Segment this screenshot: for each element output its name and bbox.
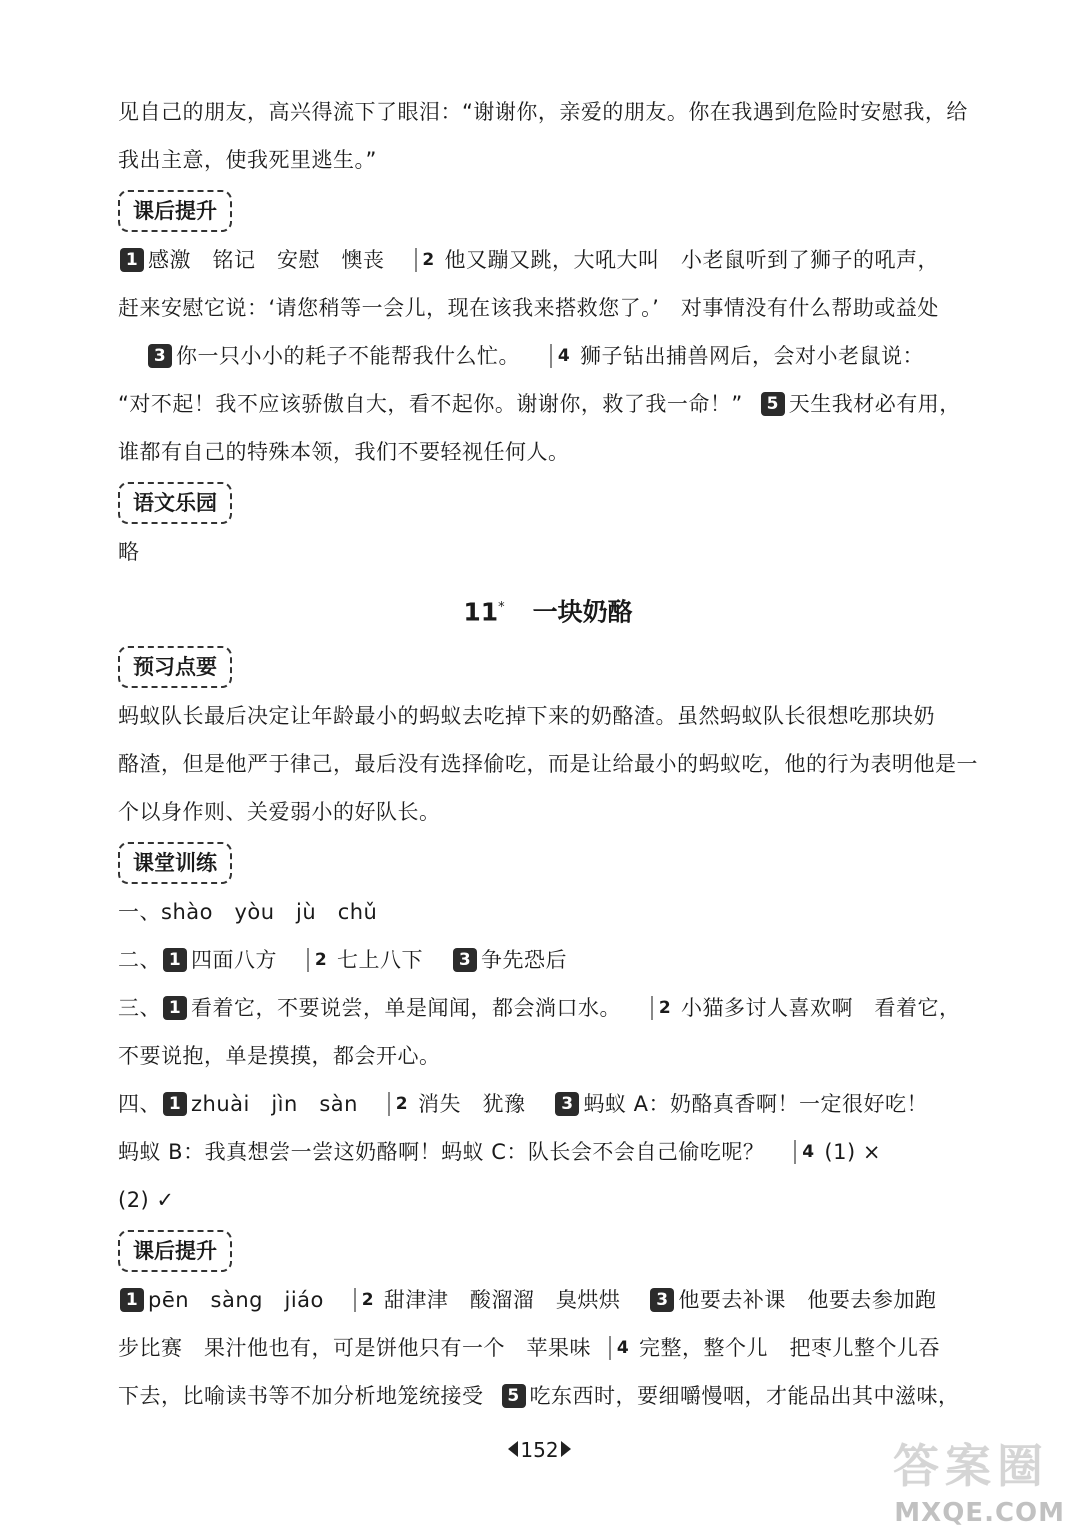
answer-line [118, 236, 978, 284]
section-tag-after-class: 课后提升 [118, 1230, 232, 1272]
answer-text: “对不起！我不应该骄傲自大，看不起你。谢谢你，救了我一命！” [118, 392, 743, 416]
question-number: 3 [650, 1288, 674, 1312]
answer-line: 一、shào yòu jù chǔ [118, 900, 378, 925]
answer-text: zhuài jìn sàn [191, 1092, 358, 1117]
question-number: 5 [761, 392, 785, 416]
answer-text: 他又蹦又跳，大吼大叫 小老鼠听到了狮子的吼声， [444, 248, 939, 272]
answer-text: 四面八方 [191, 948, 277, 973]
question-number: 1 [163, 948, 187, 972]
answer-text: 小猫多讨人喜欢啊 看着它， [681, 996, 961, 1021]
answer-line [118, 936, 978, 984]
answer-text: (1) × [824, 1140, 881, 1165]
section-tag-chinese-garden: 语文乐园 [118, 482, 232, 524]
answer-line: 不要说抱，单是摸摸，都会开心。 [118, 1044, 441, 1069]
answer-text: 蚂蚁 B：我真想尝一尝这奶酪啊！蚂蚁 C：队长会不会自己偷吃呢？ [118, 1140, 765, 1165]
lesson-title [118, 580, 978, 640]
right-arrow-icon [561, 1441, 571, 1457]
text-line: 酪渣，但是他严于律己，最后没有选择偷吃，而是让给最小的蚂蚁吃，他的行为表明他是一 [118, 752, 978, 777]
answer-text: 甜津津 酸溜溜 臭烘烘 [383, 1288, 621, 1313]
question-number: 4 [794, 1140, 820, 1164]
watermark-url: MXQE.COM [894, 1498, 1065, 1528]
question-number: 2 [388, 1092, 414, 1116]
document-page [118, 88, 978, 1420]
answer-line [118, 984, 978, 1032]
answer-text: 你一只小小的耗子不能帮我什么忙。 [176, 344, 520, 368]
answer-text: 狮子钻出捕兽网后，会对小老鼠说： [580, 344, 924, 368]
answer-line: (2) ✓ [118, 1188, 175, 1213]
question-number: 3 [148, 344, 172, 368]
answer-line: 略 [118, 540, 140, 564]
answer-text: 完整，整个儿 把枣儿整个儿吞 [639, 1336, 940, 1361]
answer-text: 天生我材必有用， [788, 392, 961, 416]
answer-text: 吃东西时，要细嚼慢咽，才能品出其中滋味， [529, 1384, 960, 1409]
part-label: 三、 [118, 996, 161, 1021]
answer-line: 赶来安慰它说：‘请您稍等一会儿，现在该我来搭救您了。’ 对事情没有什么帮助或益处 [118, 296, 939, 320]
answer-text: 下去，比喻读书等不加分析地笼统接受 [118, 1384, 484, 1409]
question-number: 3 [453, 948, 477, 972]
question-number: 4 [609, 1336, 635, 1360]
answer-line [118, 380, 978, 428]
section-tag-after-class: 课后提升 [118, 190, 232, 232]
question-number: 2 [307, 948, 333, 972]
answer-line [118, 1324, 978, 1372]
question-number: 3 [555, 1092, 579, 1116]
watermark-logo: 答案圈 [893, 1439, 1049, 1493]
question-number: 2 [415, 248, 441, 272]
answer-text: 争先恐后 [481, 948, 567, 973]
question-number: 5 [502, 1384, 526, 1408]
answer-text: 看着它，不要说尝，单是闻闻，都会淌口水。 [191, 996, 621, 1021]
answer-line [118, 1128, 978, 1176]
answer-text: 七上八下 [337, 948, 423, 973]
answer-text: 消失 犹豫 [417, 1092, 526, 1117]
part-label: 四、 [118, 1092, 161, 1117]
answer-line [118, 332, 978, 380]
text-line: 见自己的朋友，高兴得流下了眼泪：“谢谢你，亲爱的朋友。你在我遇到危险时安慰我，给 [118, 100, 968, 124]
lesson-name: 一块奶酪 [532, 597, 633, 627]
question-number: 1 [163, 1092, 187, 1116]
left-arrow-icon [508, 1441, 518, 1457]
answer-line: 谁都有自己的特殊本领，我们不要轻视任何人。 [118, 440, 570, 464]
question-number: 1 [163, 996, 187, 1020]
answer-text: 感激 铭记 安慰 懊丧 [148, 248, 385, 272]
question-number: 2 [354, 1288, 380, 1312]
question-number: 2 [651, 996, 677, 1020]
lesson-number: 11 [463, 597, 499, 627]
page-number-text: 152 [520, 1438, 559, 1462]
section-tag-classroom: 课堂训练 [118, 842, 232, 884]
answer-text: 他要去补课 他要去参加跑 [678, 1288, 937, 1313]
lesson-star: * [498, 600, 505, 615]
section-tag-preview: 预习点要 [118, 646, 232, 688]
text-line: 蚂蚁队长最后决定让年龄最小的蚂蚁去吃掉下来的奶酪渣。虽然蚂蚁队长很想吃那块奶 [118, 704, 935, 729]
answer-text: 步比赛 果汁他也有，可是饼他只有一个 苹果味 [118, 1336, 591, 1361]
question-number: 1 [120, 248, 144, 272]
question-number: 4 [550, 344, 576, 368]
answer-text: pēn sàng jiáo [148, 1288, 324, 1313]
answer-line [118, 1372, 978, 1420]
answer-line [118, 1080, 978, 1128]
answer-text: 蚂蚁 A：奶酪真香啊！一定很好吃！ [583, 1092, 928, 1117]
answer-line [118, 1276, 978, 1324]
text-line: 我出主意，使我死里逃生。” [118, 148, 377, 172]
question-number: 1 [120, 1288, 144, 1312]
text-line: 个以身作则、关爱弱小的好队长。 [118, 800, 441, 825]
part-label: 二、 [118, 948, 161, 973]
